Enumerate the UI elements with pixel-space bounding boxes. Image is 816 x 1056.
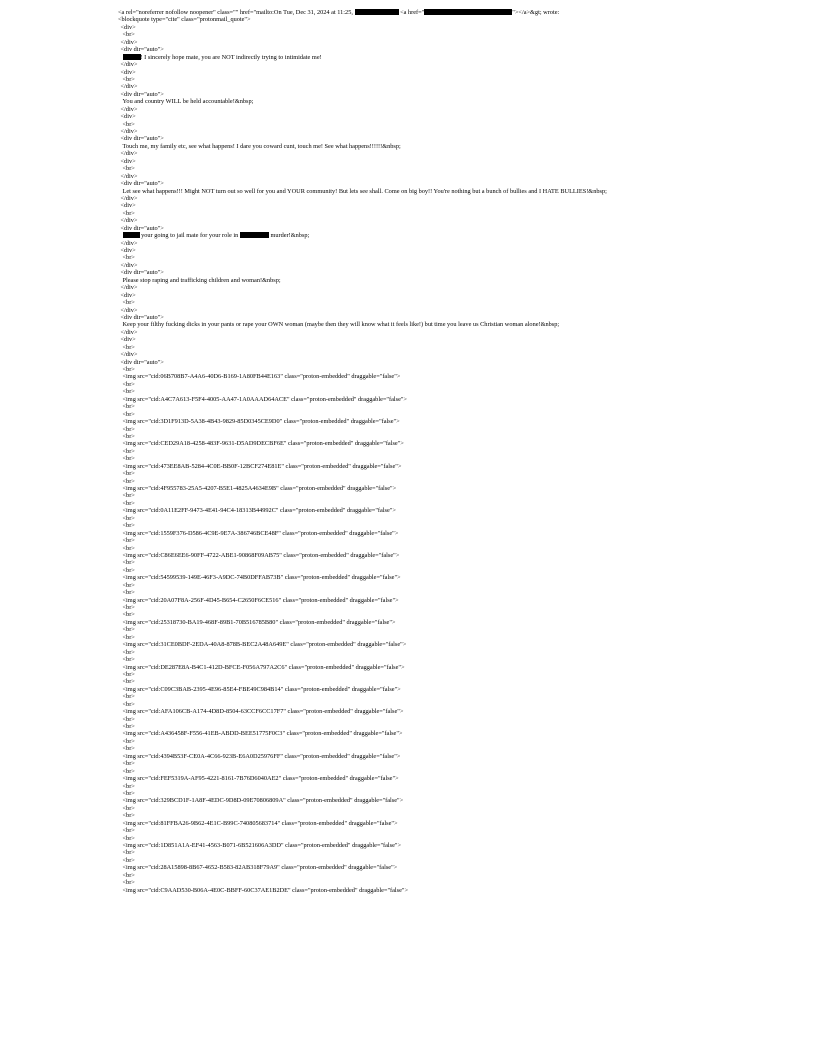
image-cid: 54599539-149E-46F3-A9DC-74B0DFFAB73B xyxy=(160,574,281,582)
markup-tag: <br> xyxy=(122,447,135,455)
markup-line xyxy=(118,381,808,388)
markup-tag: </div> xyxy=(120,105,138,113)
message-text xyxy=(118,98,808,105)
markup-tag: <br> xyxy=(122,477,135,485)
markup-line xyxy=(118,217,808,224)
markup-line xyxy=(118,150,808,157)
markup-line xyxy=(118,388,808,395)
markup-line xyxy=(118,299,808,306)
image-cid: 28A15898-8B67-4652-B583-82AB318F79A9 xyxy=(160,864,278,872)
image-cid: C9AAD530-B06A-4E0C-BBFF-60C37AE1B2DE xyxy=(160,886,289,894)
markup-line xyxy=(118,351,808,358)
markup-tag: <br> xyxy=(122,403,135,411)
img-tag-suffix: " class="proton-embedded" draggable="false"> xyxy=(288,886,409,894)
markup-tag: <div> xyxy=(120,68,136,76)
markup-tag: <br> xyxy=(122,700,135,708)
markup-line xyxy=(118,329,808,336)
markup-tag: <br> xyxy=(122,380,135,388)
markup-line xyxy=(118,292,808,299)
img-tag-prefix: <img src="cid: xyxy=(122,842,161,849)
markup-tag: <br> xyxy=(122,827,135,835)
markup-line xyxy=(118,723,808,730)
embedded-image-line xyxy=(118,552,808,559)
markup-line xyxy=(118,500,808,507)
markup-line xyxy=(118,693,808,700)
markup-tag: <div dir="auto"> xyxy=(120,358,164,366)
image-cid: 0A11E2FF-9473-4E41-94C4-18313B44992C xyxy=(160,507,276,515)
img-tag-suffix: " class="proton-embedded" draggable="false"> xyxy=(277,864,398,872)
redacted-sender-name xyxy=(355,9,399,15)
markup-line xyxy=(118,634,808,641)
markup-line xyxy=(118,701,808,708)
blockquote-open-line xyxy=(118,16,808,23)
markup-line xyxy=(118,478,808,485)
markup-tag: <div dir="auto"> xyxy=(120,46,164,54)
markup-tag: <br> xyxy=(122,693,135,701)
markup-tag: <br> xyxy=(122,31,135,39)
markup-line xyxy=(118,158,808,165)
markup-line xyxy=(118,783,808,790)
markup-tag: <br> xyxy=(122,410,135,418)
markup-tag: <br> xyxy=(122,581,135,589)
markup-line xyxy=(118,827,808,834)
img-tag-prefix: <img src="cid: xyxy=(122,551,161,559)
img-tag-prefix: <img src="cid: xyxy=(122,641,161,649)
markup-line xyxy=(118,39,808,46)
markup-line xyxy=(118,180,808,187)
markup-line xyxy=(118,656,808,663)
img-tag-suffix: " class="proton-embedded" draggable="false"> xyxy=(279,551,400,559)
img-tag-prefix: <img src="cid: xyxy=(122,418,161,426)
redacted-name xyxy=(240,232,269,238)
embedded-image-line xyxy=(118,775,808,782)
embedded-image-line xyxy=(118,619,808,626)
markup-tag: <br> xyxy=(122,75,135,83)
img-tag-suffix: " class="proton-embedded" draggable="false"> xyxy=(278,775,399,783)
markup-line xyxy=(118,433,808,440)
markup-line xyxy=(118,121,808,128)
message-text xyxy=(118,188,808,195)
markup-tag: <div dir="auto"> xyxy=(120,224,164,232)
markup-tag: <div> xyxy=(120,291,136,299)
markup-line xyxy=(118,768,808,775)
markup-tag: <br> xyxy=(122,455,135,463)
markup-line xyxy=(118,173,808,180)
img-tag-prefix: <img src="cid: xyxy=(122,819,161,827)
markup-line xyxy=(118,626,808,633)
markup-line xyxy=(118,83,808,90)
markup-line xyxy=(118,760,808,767)
img-tag-suffix: " class="proton-embedded" draggable="false"> xyxy=(280,574,401,582)
markup-line xyxy=(118,426,808,433)
markup-line xyxy=(118,240,808,247)
markup-tag: <br> xyxy=(122,589,135,597)
markup-line xyxy=(118,872,808,879)
markup-tag: <br> xyxy=(122,492,135,500)
embedded-image-line xyxy=(118,753,808,760)
markup-tag: <br> xyxy=(122,425,135,433)
markup-line xyxy=(118,492,808,499)
markup-tag: <br> xyxy=(122,522,135,530)
image-cid: 1D851A1A-EF41-4563-B071-6B521606A3DD xyxy=(160,842,282,849)
embedded-image-line xyxy=(118,730,808,737)
img-tag-suffix: " class="proton-embedded" draggable="false"> xyxy=(284,663,405,671)
message-text: Keep your filthy fucking dicks in your pants or rape your OWN woman (maybe then they will know what it feels like!) but time you leave us Christian woman alone!&nbsp; xyxy=(122,321,560,329)
embedded-image-line xyxy=(118,530,808,537)
markup-tag: <br> xyxy=(122,165,135,173)
markup-tag: <br> xyxy=(122,648,135,656)
img-tag-prefix: <img src="cid: xyxy=(122,574,161,582)
markup-tag: <br> xyxy=(122,611,135,619)
markup-tag: <br> xyxy=(122,834,135,842)
message-text: ! I sincerely hope mate, you are NOT indirectly trying to intimidate me! xyxy=(140,53,322,61)
markup-line xyxy=(118,812,808,819)
markup-tag: <br> xyxy=(122,737,135,745)
markup-tag: <br> xyxy=(122,871,135,879)
markup-tag: </div> xyxy=(120,261,138,269)
img-tag-prefix: <img src="cid: xyxy=(122,507,161,515)
markup-tag: <br> xyxy=(122,254,135,262)
embedded-image-line xyxy=(118,418,808,425)
markup-line xyxy=(118,61,808,68)
markup-line xyxy=(118,135,808,142)
markup-line xyxy=(118,448,808,455)
markup-line xyxy=(118,202,808,209)
embedded-image-line xyxy=(118,485,808,492)
embedded-image-line xyxy=(118,597,808,604)
markup-line xyxy=(118,582,808,589)
image-cid: 329BCD1F-1A8F-4EDC-9D8D-09E70806809A xyxy=(160,797,284,805)
markup-tag: </div> xyxy=(120,306,138,314)
img-tag-suffix: " class="proton-embedded" draggable="false"> xyxy=(283,797,404,805)
markup-line xyxy=(118,537,808,544)
markup-line xyxy=(118,879,808,886)
markup-line xyxy=(118,545,808,552)
markup-tag: <div dir="auto"> xyxy=(120,90,164,98)
img-tag-suffix: " class="proton-embedded" draggable="false"> xyxy=(279,418,400,426)
markup-tag: </div> xyxy=(120,328,138,336)
img-tag-prefix: <img src="cid: xyxy=(122,373,161,381)
image-cid: 4394B53F-CE0A-4C66-923B-E6A0D25976FF xyxy=(160,752,281,760)
markup-tag: <br> xyxy=(122,760,135,768)
markup-line xyxy=(118,649,808,656)
markup-tag: <div dir="auto"> xyxy=(120,180,164,188)
image-cid: 3D1F913D-5A38-4B43-9829-85D0345CE9D0 xyxy=(160,418,280,426)
img-tag-suffix: " class="proton-embedded" draggable="false"> xyxy=(281,462,402,470)
embedded-image-line xyxy=(118,664,808,671)
img-tag-suffix: " class="proton-embedded" draggable="false"> xyxy=(286,395,407,403)
quote-header-mid: <a href=" xyxy=(398,9,425,16)
embedded-image-line xyxy=(118,463,808,470)
markup-line xyxy=(118,470,808,477)
markup-tag: </div> xyxy=(120,172,138,180)
markup-line xyxy=(118,515,808,522)
markup-line xyxy=(118,671,808,678)
markup-tag: <br> xyxy=(122,388,135,396)
markup-tag: <br> xyxy=(122,604,135,611)
markup-line xyxy=(118,254,808,261)
markup-tag: </div> xyxy=(120,38,138,46)
image-cid: DE287E8A-B4C1-412D-BFCE-F056A797A2C6 xyxy=(160,663,285,671)
img-tag-suffix: " class="proton-embedded" draggable="false"> xyxy=(286,641,407,649)
embedded-image-line xyxy=(118,373,808,380)
markup-tag: <div> xyxy=(120,247,136,254)
markup-line xyxy=(118,69,808,76)
markup-tag: </div> xyxy=(120,351,138,359)
markup-line xyxy=(118,745,808,752)
embedded-image-line xyxy=(118,574,808,581)
img-tag-prefix: <img src="cid: xyxy=(122,730,161,738)
markup-tag: <br> xyxy=(122,559,135,567)
markup-tag: <div> xyxy=(120,202,136,210)
markup-tag: <br> xyxy=(122,120,135,128)
markup-line xyxy=(118,835,808,842)
markup-line xyxy=(118,604,808,611)
image-cid: FEF5319A-AF95-4221-8161-7B76D6040AE2 xyxy=(160,775,279,783)
markup-tag: <br> xyxy=(122,366,135,373)
img-tag-prefix: <img src="cid: xyxy=(122,529,161,537)
markup-tag: <br> xyxy=(122,767,135,775)
img-tag-suffix: " class="proton-embedded" draggable="false"> xyxy=(277,819,398,827)
img-tag-prefix: <img src="cid: xyxy=(122,462,161,470)
message-text: murder!&nbsp; xyxy=(268,232,310,240)
img-tag-suffix: " class="proton-embedded" draggable="false"> xyxy=(280,373,401,381)
markup-line xyxy=(118,195,808,202)
email-source-quote xyxy=(118,9,808,894)
embedded-image-line xyxy=(118,797,808,804)
image-cid: 31CE0BDF-2EDA-40A8-878B-BEC2A48A649E xyxy=(160,641,287,649)
markup-tag: <br> xyxy=(122,715,135,723)
markup-tag: </div> xyxy=(120,239,138,247)
message-text: Touch me, my family etc, see what happens! I dare you coward cunt, touch me! See what happens!!!!!!&nbsp; xyxy=(122,142,401,150)
markup-tag: <br> xyxy=(122,544,135,552)
redacted-sender-email xyxy=(424,9,512,15)
image-cid: C09C3BAB-2395-4E96-85E4-FBE49C984B14 xyxy=(160,685,281,693)
markup-line xyxy=(118,336,808,343)
markup-line xyxy=(118,522,808,529)
markup-tag: <div> xyxy=(120,23,136,31)
markup-line xyxy=(118,455,808,462)
markup-tag: </div> xyxy=(120,128,138,135)
img-tag-suffix: " class="proton-embedded" draggable="false"> xyxy=(278,596,399,604)
img-tag-suffix: " class="proton-embedded" draggable="false"> xyxy=(275,507,396,515)
embedded-image-list xyxy=(118,373,808,894)
img-tag-prefix: <img src="cid: xyxy=(122,663,161,671)
markup-tag: </div> xyxy=(120,194,138,202)
markup-line xyxy=(118,225,808,232)
markup-tag: <br> xyxy=(122,678,135,686)
message-text: Please stop raping and trafficking children and woman!&nbsp; xyxy=(122,276,281,284)
img-tag-suffix: " class="proton-embedded" draggable="false"> xyxy=(281,842,402,849)
img-tag-suffix: " class="proton-embedded" draggable="false"> xyxy=(282,730,403,738)
embedded-image-line xyxy=(118,887,808,894)
embedded-image-line xyxy=(118,708,808,715)
embedded-image-line xyxy=(118,842,808,849)
img-tag-suffix: " class="proton-embedded" draggable="false"> xyxy=(278,529,399,537)
markup-tag: <br> xyxy=(122,804,135,812)
markup-line xyxy=(118,210,808,217)
markup-tag: <br> xyxy=(122,499,135,507)
img-tag-prefix: <img src="cid: xyxy=(122,775,161,783)
img-tag-prefix: <img src="cid: xyxy=(122,797,161,805)
markup-tag: <div> xyxy=(120,157,136,165)
image-cid: A4C7A613-F5F4-4005-AA47-1A0AAAD64ACE xyxy=(160,395,287,403)
img-tag-prefix: <img src="cid: xyxy=(122,864,161,872)
embedded-image-line xyxy=(118,820,808,827)
markup-line xyxy=(118,113,808,120)
markup-line xyxy=(118,366,808,373)
embedded-image-line xyxy=(118,864,808,871)
redacted-name xyxy=(123,232,140,238)
markup-tag: <br> xyxy=(122,537,135,545)
markup-tag: <br> xyxy=(122,633,135,641)
image-cid: 1559F376-D586-4C9E-9E7A-386746BCE48F xyxy=(160,529,279,537)
message-text xyxy=(118,143,808,150)
markup-tag: </div> xyxy=(120,61,138,69)
markup-line xyxy=(118,403,808,410)
markup-tag: <br> xyxy=(122,470,135,478)
markup-tag: </div> xyxy=(120,217,138,225)
image-cid: A436458F-F556-41EB-ABDD-BEE51775F0C3 xyxy=(160,730,283,738)
img-tag-suffix: " class="proton-embedded" draggable="false"> xyxy=(283,708,404,716)
markup-tag: <br> xyxy=(122,626,135,634)
markup-tag: <br> xyxy=(122,343,135,351)
image-cid: 20A07F8A-256F-4D45-B654-C2650F6CE516 xyxy=(160,596,279,604)
markup-line xyxy=(118,269,808,276)
message-text: Let see what happens!!! Might NOT turn out so well for you and YOUR community! But lets see shall. Come on big boy!! You're nothing but a bunch of bullies and I HATE BULLIES!&nbsp; xyxy=(122,187,607,195)
markup-tag: <br> xyxy=(122,856,135,864)
message-text xyxy=(118,232,808,239)
embedded-image-line xyxy=(118,641,808,648)
quote-header-prefix: <a rel="noreferrer nofollow noopener" class="" href="mailto:On Tue, Dec 31, 2024 at 11:25, xyxy=(118,9,355,16)
image-cid: 4F955783-25A5-4207-B5E1-4825A4634E9B xyxy=(160,485,277,492)
markup-line xyxy=(118,611,808,618)
img-tag-prefix: <img src="cid: xyxy=(122,886,161,894)
image-cid: AFA106CB-A174-4D8D-8504-63CCF6CC17F7 xyxy=(160,708,284,716)
img-tag-prefix: <img src="cid: xyxy=(122,708,161,716)
embedded-image-line xyxy=(118,686,808,693)
image-cid: 81FFBA26-9B62-4E1C-B99C-740805683714 xyxy=(160,819,278,827)
img-tag-prefix: <img src="cid: xyxy=(122,685,161,693)
markup-tag: <div dir="auto"> xyxy=(120,313,164,321)
markup-line xyxy=(118,716,808,723)
markup-line xyxy=(118,106,808,113)
quote-header-suffix: "></a>&gt; wrote: xyxy=(512,9,560,16)
img-tag-suffix: " class="proton-embedded" draggable="false"> xyxy=(283,440,404,448)
img-tag-prefix: <img src="cid: xyxy=(122,485,161,492)
redacted-name xyxy=(123,54,141,60)
markup-tag: </div> xyxy=(120,284,138,292)
markup-line xyxy=(118,91,808,98)
img-tag-prefix: <img src="cid: xyxy=(122,440,161,448)
markup-line xyxy=(118,344,808,351)
image-cid: 25318730-BA19-468F-89B1-70B516785B80 xyxy=(160,618,276,626)
markup-line xyxy=(118,678,808,685)
markup-line xyxy=(118,314,808,321)
markup-line xyxy=(118,247,808,254)
markup-tag: </div> xyxy=(120,150,138,158)
blockquote-tag: <blockquote type="cite" class="protonmail_quote"> xyxy=(118,16,251,24)
markup-tag: </div> xyxy=(120,83,138,91)
message-text xyxy=(118,277,808,284)
markup-tag: <br> xyxy=(122,432,135,440)
message-text: your going to jail mate for your role in xyxy=(139,232,240,240)
img-tag-suffix: " class="proton-embedded" draggable="false"> xyxy=(280,685,401,693)
embedded-image-line xyxy=(118,507,808,514)
markup-tag: <br> xyxy=(122,656,135,664)
markup-line xyxy=(118,307,808,314)
markup-tag: <br> xyxy=(122,723,135,730)
markup-tag: <br> xyxy=(122,849,135,857)
markup-line xyxy=(118,790,808,797)
markup-tag: <br> xyxy=(122,812,135,820)
img-tag-suffix: " class="proton-embedded" draggable="false"> xyxy=(280,752,401,760)
img-tag-prefix: <img src="cid: xyxy=(122,618,161,626)
message-text: You and country WILL be held accountable!&nbsp; xyxy=(122,98,254,106)
markup-line xyxy=(118,24,808,31)
image-cid: 06B708B7-A4A6-40D6-B169-1A80FB44E163 xyxy=(160,373,281,381)
markup-tag: <br> xyxy=(122,789,135,797)
markup-tag: <div> xyxy=(120,336,136,344)
markup-line xyxy=(118,46,808,53)
markup-line xyxy=(118,411,808,418)
img-tag-prefix: <img src="cid: xyxy=(122,596,161,604)
markup-line xyxy=(118,849,808,856)
markup-tag: <div dir="auto"> xyxy=(120,269,164,277)
embedded-image-line xyxy=(118,396,808,403)
markup-tag: <br> xyxy=(122,745,135,753)
markup-line xyxy=(118,31,808,38)
markup-tag: <br> xyxy=(122,566,135,574)
markup-line xyxy=(118,359,808,366)
markup-tag: <br> xyxy=(122,879,135,887)
markup-line xyxy=(118,284,808,291)
markup-tag: <br> xyxy=(122,514,135,522)
markup-line xyxy=(118,76,808,83)
markup-line xyxy=(118,805,808,812)
image-cid: 473EE8AB-5284-4C0E-BB0F-12BCF274E81E xyxy=(160,462,282,470)
embedded-image-line xyxy=(118,440,808,447)
markup-line xyxy=(118,857,808,864)
markup-line xyxy=(118,567,808,574)
img-tag-suffix: " class="proton-embedded" draggable="false"> xyxy=(275,618,396,626)
image-cid: CED29A18-4258-483F-9631-D5AD9DECBF6E xyxy=(160,440,284,448)
markup-tag: <br> xyxy=(122,670,135,678)
markup-line xyxy=(118,262,808,269)
markup-tag: <br> xyxy=(122,299,135,307)
markup-line xyxy=(118,128,808,135)
quote-header-line xyxy=(118,9,808,16)
message-text xyxy=(118,54,808,61)
img-tag-prefix: <img src="cid: xyxy=(122,395,161,403)
markup-line xyxy=(118,559,808,566)
image-cid: C86E6EE6-90FF-4722-ABE1-90868F09AB75 xyxy=(160,551,280,559)
img-tag-prefix: <img src="cid: xyxy=(122,752,161,760)
message-text xyxy=(118,321,808,328)
img-tag-suffix: " class="proton-embedded" draggable="false"> xyxy=(276,485,397,492)
markup-tag: <div dir="auto"> xyxy=(120,135,164,143)
markup-tag: <br> xyxy=(122,209,135,217)
markup-tag: <br> xyxy=(122,782,135,790)
markup-line xyxy=(118,589,808,596)
markup-tag: <div> xyxy=(120,113,136,121)
markup-line xyxy=(118,738,808,745)
markup-line xyxy=(118,165,808,172)
